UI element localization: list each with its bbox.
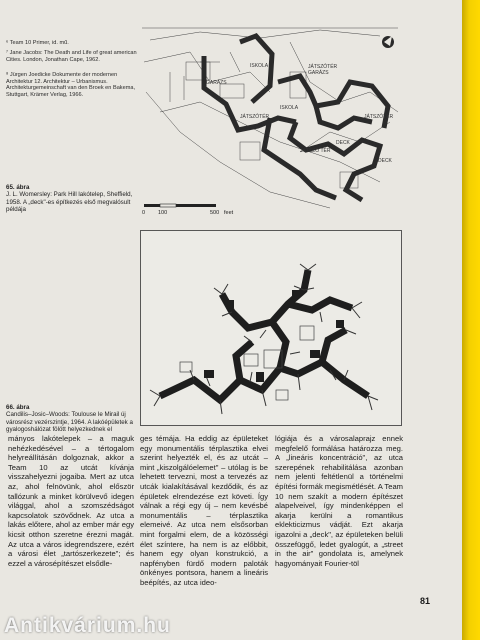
text-column-2 [140,434,268,588]
toulouse-le-mirail-plan [140,230,402,426]
watermark: Antikvárium.hu [4,614,171,637]
park-hill-site-plan [140,22,402,210]
footnote-6: ⁶ Team 10 Primer, id. mű. [6,40,69,46]
paragraph: mányos lakótelepek – a maguk nehézkedésével – a tértogalom helyreállításán dolgoznak, akkor a Team 10 az utcát kívánja visszahelyezni jogaiba. Mert az utca az, ahol felnövünk, ahol először tallózunk a minket körülvevő idegen világgal, ahol a szomszédságot kapcsolatok szövődnek. Az utca a lakás előtere, ahol az ember már egy kicsit otthon szeretne érezni magát. Az utca a város idegrendszere, ezért a városi élet „tartószerkezete"; és ezzel a városépítészet elsődle- [8,434,134,568]
map-label: JÁTSZÓTÉR [364,114,394,120]
scale-label: 100 [158,210,168,216]
map-label: GARÁZS [206,80,227,86]
scale-label: 0 [142,210,146,216]
footnote-7: ⁷ Jane Jacobs: The Death and Life of great american Cities. London, Jonathan Cape, 1962. [6,50,137,63]
figure-caption-text: Candilis–Josic–Woods: Toulouse le Mirail új városrész vezérszintje, 1964. A lakóépületek a gyalogoshálózat fölött helyezkednek el [6,411,133,434]
map-label: GARÁZS [308,70,329,76]
figure-65-caption [6,184,134,214]
paragraph: lógiája és a városalaprajz ennek megfelelő formálása határozza meg. A „lineáris koncentráció", az utca szerepének rehabilitálása azonban nem jelenti feltétlenül a történelmi építési formák megismétlését. A Team 10 nem szakít a modern építészet alapelveivel, így mindenképpen el akarja kerülni a romantikus eklekticizmus vádját. Ezt akarja igazolni a „deck", az épületeken belüli összefüggő, ledet gyalogút, a „street in the air" gondolata is, amelynek hagyományait Fourier-töl [275,434,403,568]
paragraph: ges témája. Ha eddig az épületeket egy monumentális térplasztika elvei szerint helyezték el, és az utcát – mint „kiszolgálóelemet" – utólag is be lehetett tervezni, most a tervezés az utcák kialakításával kezdődik, és az épületek elrendezése ezt követi. Így válnak a régi egy új – nem kevésbé monumentális – térplasztika elemeivé. Az utca nem elsősorban mint forgalmi elem, de a közösségi élet színtere, ha nem is az előbbit, hanem egy olyan konstrukció, a napfényben fürdő modern paloták önkényes pontsora, hanem a lineáris beépítés, az utca ideo- [140,434,268,587]
map-label: DECK [378,158,392,164]
figure-66-caption [6,404,138,434]
map-label: DECK [336,140,350,146]
yellow-page-edge [462,0,480,640]
figure-number: 65. ábra [6,184,30,191]
scale-label: feet [224,210,234,216]
map-label: JÁTSZÓTÉR [308,64,338,70]
map-label: ISKOLA [280,105,299,111]
page-number: 81 [420,596,431,606]
footnote-8: ⁸ Jürgen Joedicke Dokumente der modernen Architektur 12. Architektur – Urbanismus. Architekturgemeinschaft van den Broek en Bakema, Stuttgart, Krämer Verlag, 1966. [6,72,136,98]
text-column-1 [8,434,134,568]
map-label: ISKOLA [250,63,269,69]
text-column-3 [275,434,403,568]
scale-label: 500 [210,210,220,216]
map-label: JÁTSZÓTÉR [240,114,270,120]
map-label: JÁTSZÓ TÉR [300,148,331,154]
figure-number: 66. ábra [6,404,30,411]
figure-caption-text: J. L. Womersley: Park Hill lakótelep, Sheffield, 1958. A „deck"-es építkezés első megvalósult példája [6,191,133,214]
scale-bar [140,200,260,216]
